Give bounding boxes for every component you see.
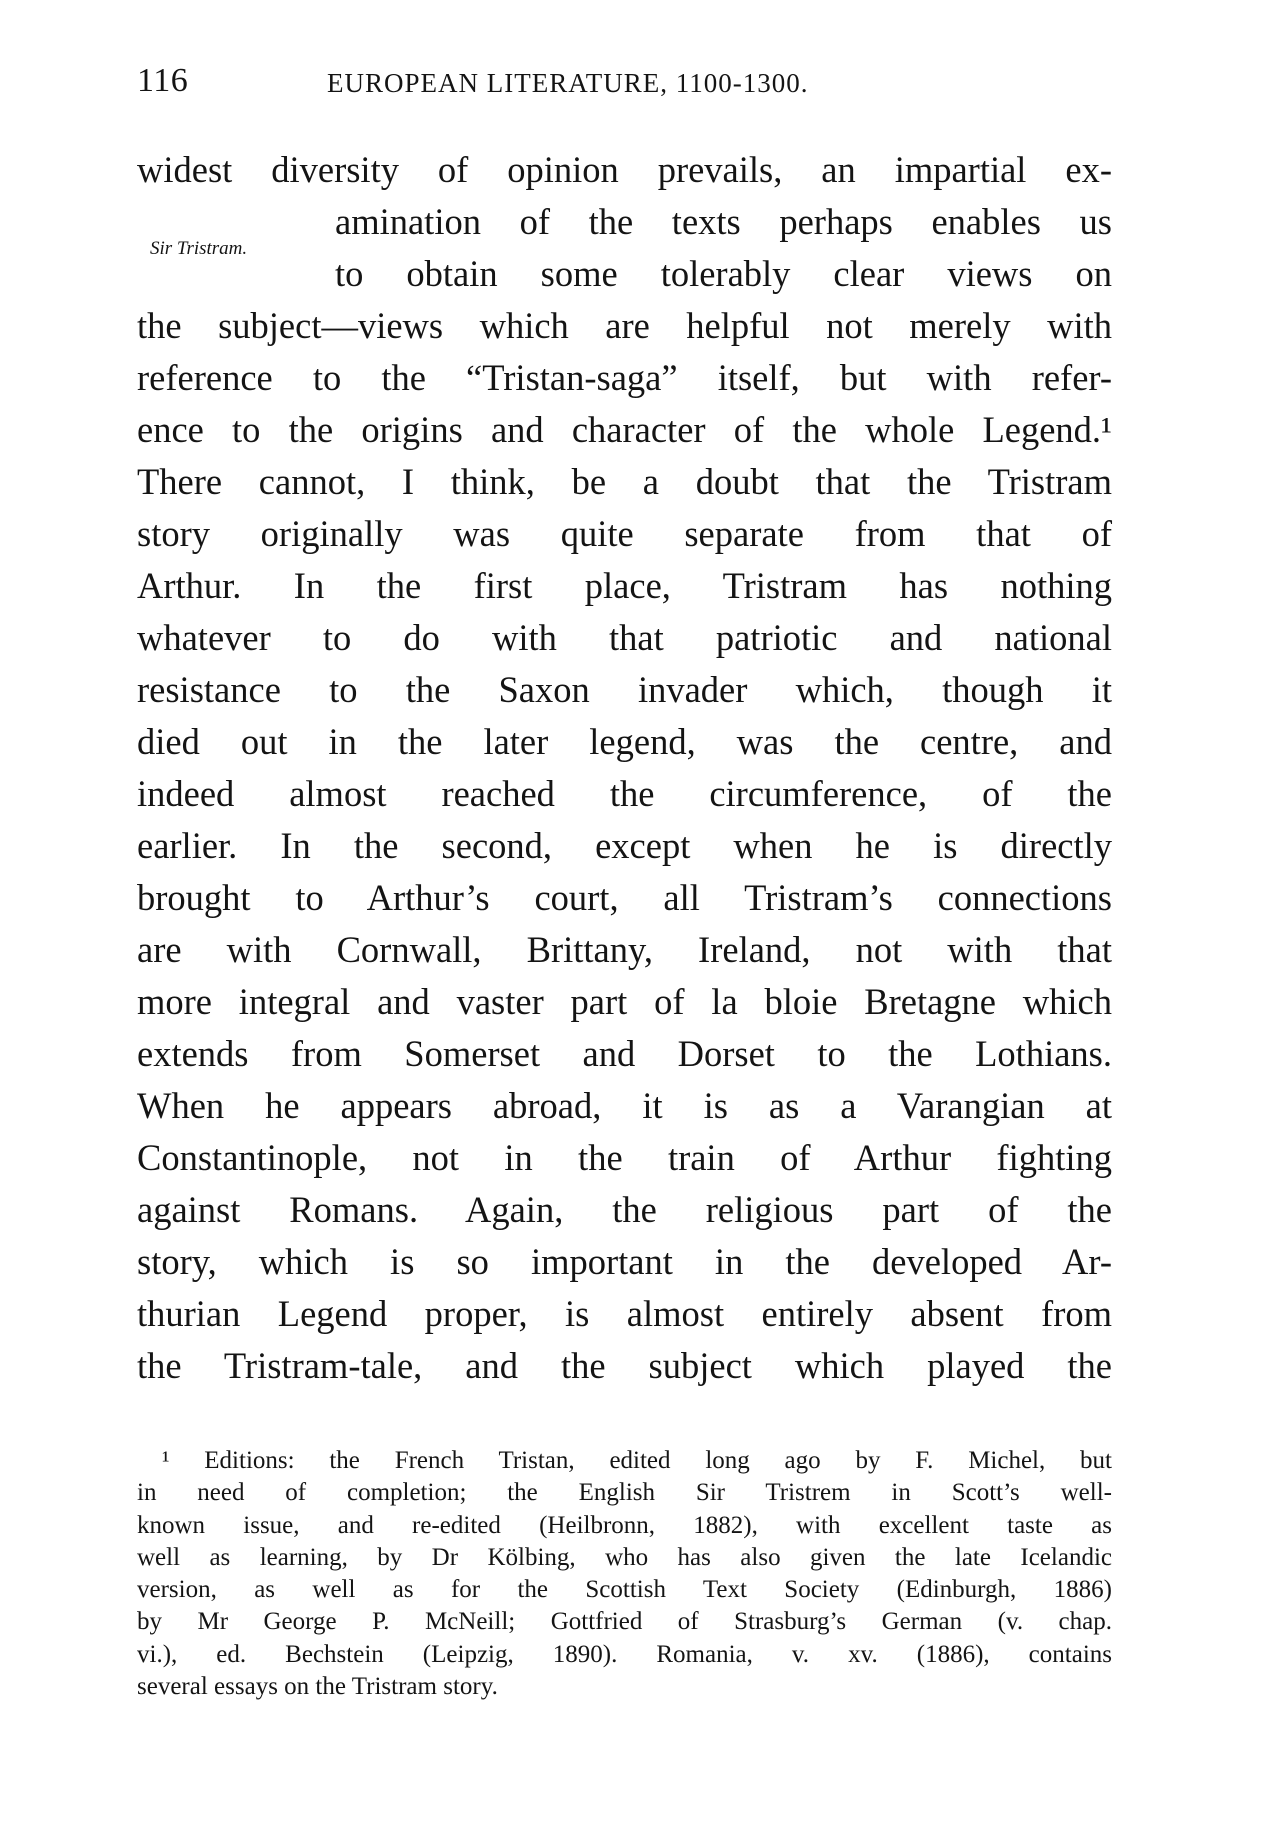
footnote-line: ¹ Editions: the French Tristan, edited long ago by F. Michel, but (162, 1447, 1112, 1474)
text-line: indeed almost reached the circumference, of the (137, 773, 1112, 814)
footnote-line: several essays on the Tristram story. (137, 1673, 498, 1701)
footnote-line: version, as well as for the Scottish Text Society (Edinburgh, 1886) (137, 1576, 1112, 1604)
running-title: EUROPEAN LITERATURE, 1100-1300. (327, 68, 809, 98)
footnote-line: vi.), ed. Bechstein (Leipzig, 1890). Romania, v. xv. (1886), contains (137, 1640, 1112, 1668)
text-line: amination of the texts perhaps enables us (335, 201, 1112, 242)
footnote (137, 1446, 1112, 1704)
text-line: resistance to the Saxon invader which, though it (137, 669, 1112, 710)
text-line: There cannot, I think, be a doubt that the Tristram (137, 461, 1112, 502)
text-line: widest diversity of opinion prevails, an impartial ex- (137, 149, 1112, 190)
text-line: the subject—views which are helpful not merely with (137, 305, 1112, 346)
text-line: story, which is so important in the developed Ar- (137, 1241, 1112, 1282)
margin-note: Sir Tristram. (150, 238, 248, 259)
text-line: are with Cornwall, Brittany, Ireland, not with that (137, 929, 1112, 970)
text-line: against Romans. Again, the religious part of the (137, 1189, 1112, 1230)
text-line: died out in the later legend, was the centre, and (137, 721, 1112, 762)
text-line: Constantinople, not in the train of Arthur fighting (137, 1137, 1112, 1178)
footnote-line: known issue, and re-edited (Heilbronn, 1882), with excellent taste as (137, 1511, 1112, 1539)
text-line: the Tristram-tale, and the subject which played the (137, 1345, 1112, 1386)
text-line: more integral and vaster part of la bloie Bretagne which (137, 981, 1112, 1022)
text-line: to obtain some tolerably clear views on (335, 253, 1112, 294)
text-line: reference to the “Tristan-saga” itself, but with refer- (137, 357, 1112, 398)
page-number: 116 (137, 62, 189, 99)
text-line: When he appears abroad, it is as a Varangian at (137, 1085, 1112, 1126)
text-line: ence to the origins and character of the whole Legend.¹ (137, 409, 1112, 450)
page-header (137, 62, 1117, 106)
footnote-line: in need of completion; the English Sir Tristrem in Scott’s well- (137, 1479, 1112, 1507)
text-line: earlier. In the second, except when he is directly (137, 825, 1112, 866)
text-line: story originally was quite separate from that of (137, 513, 1112, 554)
footnote-line: well as learning, by Dr Kölbing, who has also given the late Icelandic (137, 1543, 1112, 1571)
text-line: brought to Arthur’s court, all Tristram’s connections (137, 877, 1112, 918)
footnote-line: by Mr George P. McNeill; Gottfried of Strasburg’s German (v. chap. (137, 1608, 1112, 1636)
text-line: whatever to do with that patriotic and national (137, 617, 1112, 658)
main-text (137, 146, 1112, 1394)
text-line: Arthur. In the first place, Tristram has nothing (137, 565, 1112, 606)
text-line: extends from Somerset and Dorset to the Lothians. (137, 1033, 1112, 1074)
text-line: thurian Legend proper, is almost entirely absent from (137, 1293, 1112, 1334)
